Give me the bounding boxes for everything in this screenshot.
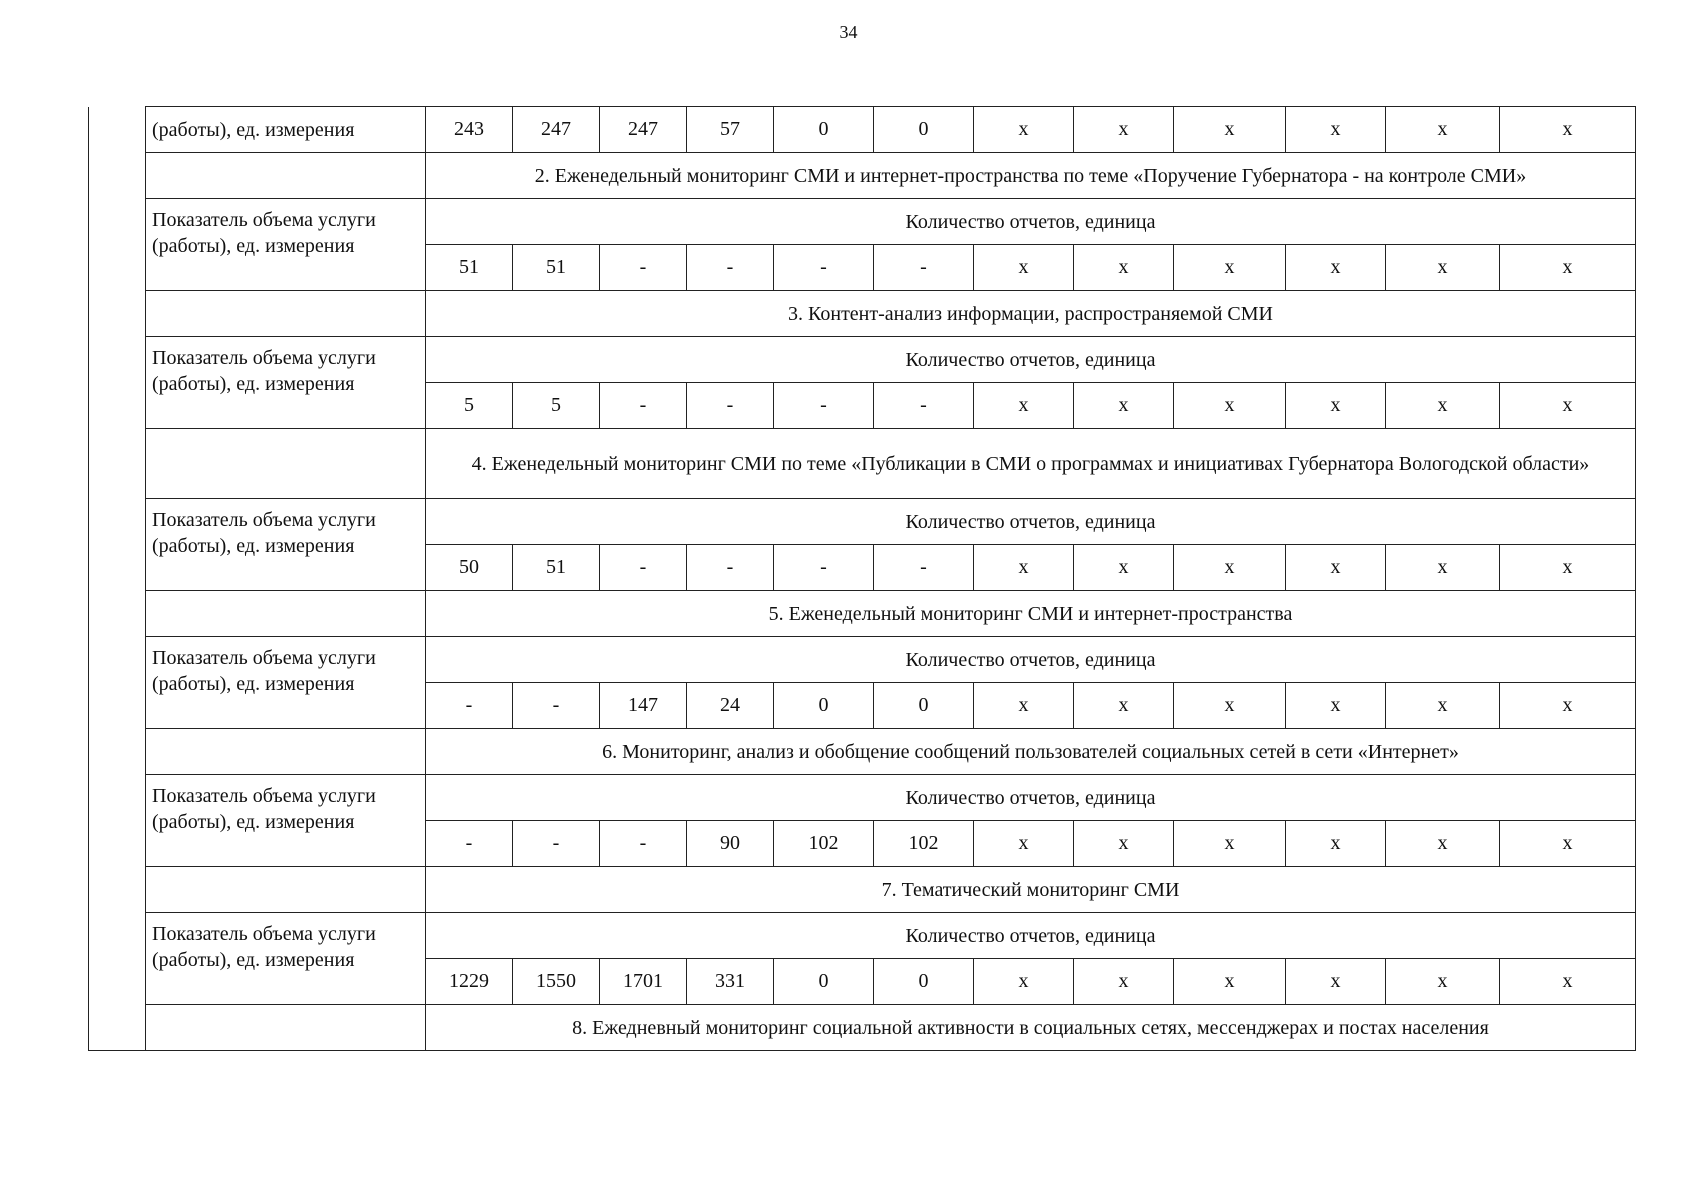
- value-cell: 51: [513, 545, 600, 591]
- value-cell: 0: [874, 683, 974, 729]
- unit-row: [89, 775, 1636, 821]
- page-number: 34: [839, 22, 858, 42]
- indicator-label: Показатель объема услуги (работы), ед. измерения: [146, 913, 426, 1005]
- value-cell: 24: [687, 683, 774, 729]
- services-table: [88, 106, 1636, 1051]
- unit-row: [89, 913, 1636, 959]
- value-cell: x: [1174, 107, 1286, 153]
- section-title: 8. Ежедневный мониторинг социальной активности в социальных сетях, мессенджерах и постах населения: [426, 1005, 1636, 1051]
- value-cell: x: [1074, 683, 1174, 729]
- empty-label-cell: [146, 291, 426, 337]
- unit-row: [89, 637, 1636, 683]
- value-cell: x: [1174, 683, 1286, 729]
- section-title-row: [89, 291, 1636, 337]
- value-cell: -: [774, 545, 874, 591]
- value-cell: x: [974, 107, 1074, 153]
- value-cell: x: [1286, 107, 1386, 153]
- value-cell: x: [1174, 245, 1286, 291]
- value-cell: -: [687, 245, 774, 291]
- value-cell: 0: [874, 107, 974, 153]
- value-cell: x: [1386, 959, 1500, 1005]
- value-cell: x: [1286, 545, 1386, 591]
- section-title: 7. Тематический мониторинг СМИ: [426, 867, 1636, 913]
- section-title-row: [89, 729, 1636, 775]
- value-cell: 331: [687, 959, 774, 1005]
- indicator-label: Показатель объема услуги (работы), ед. измерения: [146, 199, 426, 291]
- value-cell: -: [874, 545, 974, 591]
- value-cell: x: [1074, 245, 1174, 291]
- section-title-row: [89, 867, 1636, 913]
- value-cell: x: [1386, 245, 1500, 291]
- unit-label: Количество отчетов, единица: [426, 337, 1636, 383]
- value-cell: x: [1286, 683, 1386, 729]
- value-cell: x: [1174, 821, 1286, 867]
- value-cell: x: [974, 383, 1074, 429]
- value-cell: x: [1500, 383, 1636, 429]
- value-cell: x: [1500, 545, 1636, 591]
- value-cell: x: [974, 959, 1074, 1005]
- value-cell: x: [1500, 821, 1636, 867]
- value-cell: 1550: [513, 959, 600, 1005]
- section-title-row: [89, 429, 1636, 499]
- value-cell: x: [1500, 245, 1636, 291]
- unit-label: Количество отчетов, единица: [426, 199, 1636, 245]
- value-cell: -: [426, 821, 513, 867]
- value-cell: 243: [426, 107, 513, 153]
- indicator-label: Показатель объема услуги (работы), ед. измерения: [146, 775, 426, 867]
- value-cell: 0: [874, 959, 974, 1005]
- value-cell: -: [600, 545, 687, 591]
- value-cell: x: [974, 683, 1074, 729]
- value-cell: 5: [513, 383, 600, 429]
- value-cell: 57: [687, 107, 774, 153]
- section-title: 2. Еженедельный мониторинг СМИ и интернет-пространства по теме «Поручение Губернатора - на контроле СМИ»: [426, 153, 1636, 199]
- margin-column: [89, 107, 146, 1051]
- unit-row: [89, 499, 1636, 545]
- value-cell: x: [1286, 245, 1386, 291]
- value-cell: 50: [426, 545, 513, 591]
- indicator-label: Показатель объема услуги (работы), ед. измерения: [146, 337, 426, 429]
- value-cell: 247: [513, 107, 600, 153]
- value-cell: 102: [874, 821, 974, 867]
- unit-row: [89, 199, 1636, 245]
- value-cell: 51: [426, 245, 513, 291]
- value-cell: 102: [774, 821, 874, 867]
- empty-label-cell: [146, 429, 426, 499]
- value-cell: -: [513, 683, 600, 729]
- value-cell: x: [974, 821, 1074, 867]
- value-cell: 0: [774, 107, 874, 153]
- unit-label: Количество отчетов, единица: [426, 499, 1636, 545]
- value-cell: x: [1386, 383, 1500, 429]
- value-cell: 147: [600, 683, 687, 729]
- value-cell: 90: [687, 821, 774, 867]
- empty-label-cell: [146, 153, 426, 199]
- section-title: 4. Еженедельный мониторинг СМИ по теме «Публикации в СМИ о программах и инициативах Губернатора Вологодской области»: [426, 429, 1636, 499]
- value-cell: x: [1286, 383, 1386, 429]
- indicator-label: Показатель объема услуги (работы), ед. измерения: [146, 637, 426, 729]
- value-cell: x: [1074, 107, 1174, 153]
- value-cell: x: [974, 545, 1074, 591]
- value-cell: x: [1286, 959, 1386, 1005]
- value-cell: 0: [774, 959, 874, 1005]
- value-cell: -: [426, 683, 513, 729]
- value-cell: x: [1074, 821, 1174, 867]
- value-cell: x: [1386, 545, 1500, 591]
- value-cell: -: [687, 545, 774, 591]
- value-cell: x: [1500, 683, 1636, 729]
- section-title: 5. Еженедельный мониторинг СМИ и интернет-пространства: [426, 591, 1636, 637]
- value-cell: -: [874, 383, 974, 429]
- value-cell: -: [600, 245, 687, 291]
- value-cell: 1701: [600, 959, 687, 1005]
- unit-label: Количество отчетов, единица: [426, 913, 1636, 959]
- value-cell: x: [1174, 959, 1286, 1005]
- unit-row: [89, 337, 1636, 383]
- value-cell: -: [774, 245, 874, 291]
- empty-label-cell: [146, 729, 426, 775]
- value-cell: 1229: [426, 959, 513, 1005]
- value-cell: 247: [600, 107, 687, 153]
- value-cell: x: [1386, 683, 1500, 729]
- value-cell: x: [1386, 821, 1500, 867]
- value-cell: x: [1286, 821, 1386, 867]
- value-cell: x: [1074, 383, 1174, 429]
- value-cell: 5: [426, 383, 513, 429]
- value-cell: x: [1174, 383, 1286, 429]
- section-title: 3. Контент-анализ информации, распространяемой СМИ: [426, 291, 1636, 337]
- value-cell: -: [774, 383, 874, 429]
- value-cell: -: [513, 821, 600, 867]
- value-cell: -: [687, 383, 774, 429]
- unit-label: Количество отчетов, единица: [426, 637, 1636, 683]
- empty-label-cell: [146, 867, 426, 913]
- value-cell: -: [600, 383, 687, 429]
- section-title-row: [89, 1005, 1636, 1051]
- value-cell: x: [1074, 959, 1174, 1005]
- empty-label-cell: [146, 1005, 426, 1051]
- indicator-label: Показатель объема услуги (работы), ед. измерения: [146, 499, 426, 591]
- value-cell: x: [1500, 107, 1636, 153]
- value-cell: 51: [513, 245, 600, 291]
- value-cell: 0: [774, 683, 874, 729]
- empty-label-cell: [146, 591, 426, 637]
- value-cell: x: [1386, 107, 1500, 153]
- section-title-row: [89, 153, 1636, 199]
- value-cell: x: [1174, 545, 1286, 591]
- value-cell: x: [1074, 545, 1174, 591]
- section-title: 6. Мониторинг, анализ и обобщение сообщений пользователей социальных сетей в сети «Интернет»: [426, 729, 1636, 775]
- unit-label: Количество отчетов, единица: [426, 775, 1636, 821]
- row-label: (работы), ед. измерения: [146, 107, 426, 153]
- table-row: [89, 107, 1636, 153]
- value-cell: -: [600, 821, 687, 867]
- table-body: [89, 107, 1636, 1051]
- value-cell: x: [974, 245, 1074, 291]
- section-title-row: [89, 591, 1636, 637]
- value-cell: -: [874, 245, 974, 291]
- value-cell: x: [1500, 959, 1636, 1005]
